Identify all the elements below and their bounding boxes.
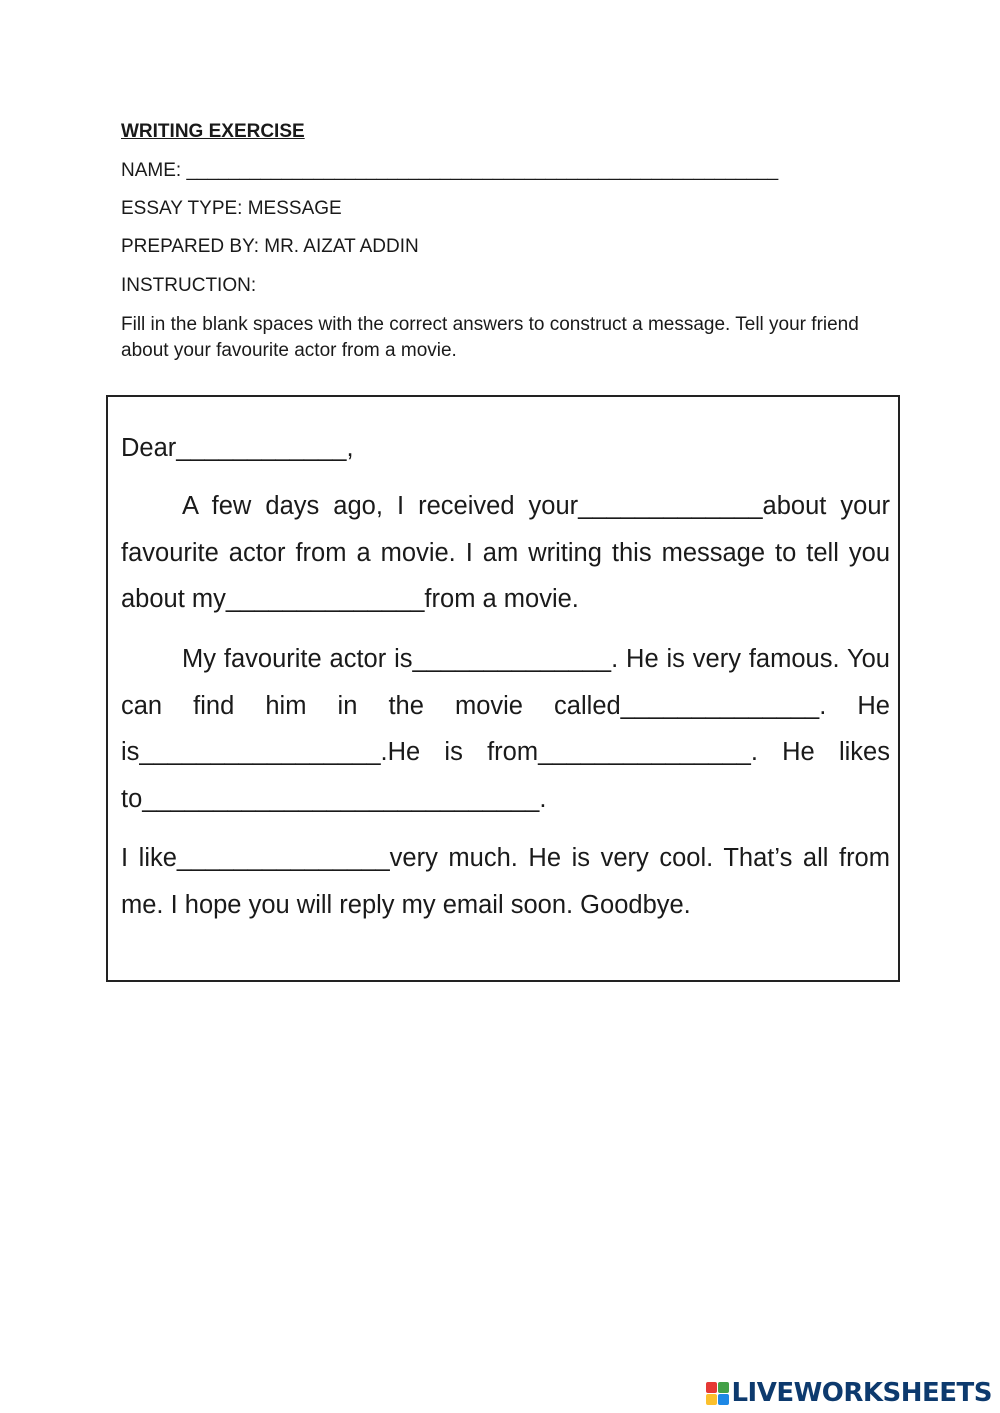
worksheet-title: WRITING EXERCISE xyxy=(121,121,305,142)
logo-text: LIVEWORKSHEETS xyxy=(731,1378,992,1408)
logo-badge-icon xyxy=(706,1382,729,1405)
logo-badge-cell xyxy=(718,1382,729,1393)
message-box xyxy=(106,395,900,982)
message-greeting: Dear____________, xyxy=(121,434,354,462)
logo-badge-cell xyxy=(706,1382,717,1393)
instruction-label: INSTRUCTION: xyxy=(121,275,257,296)
message-paragraph-2: My favourite actor is______________. He is very famous. You can find him in the movie called______________. He is_________________.He is from_______________. He likes to____________________________. xyxy=(121,645,890,813)
liveworksheets-logo xyxy=(706,1378,992,1408)
message-paragraph-1: A few days ago, I received your_____________about your favourite actor from a movie. I am writing this message to tell you about my______________from a movie. xyxy=(121,492,890,614)
instruction-text: Fill in the blank spaces with the correct answers to construct a message. Tell your friend about your favourite actor from a movie. xyxy=(121,314,859,361)
message-paragraph-3: I like_______________very much. He is very cool. That’s all from me. I hope you will reply my email soon. Goodbye. xyxy=(121,844,890,919)
logo-badge-cell xyxy=(706,1394,717,1405)
prepared-by-label: PREPARED BY: MR. AIZAT ADDIN xyxy=(121,236,419,257)
essay-type-label: ESSAY TYPE: MESSAGE xyxy=(121,198,342,219)
name-field-line[interactable]: NAME: ________________________________________________________ xyxy=(121,160,779,181)
logo-badge-cell xyxy=(718,1394,729,1405)
